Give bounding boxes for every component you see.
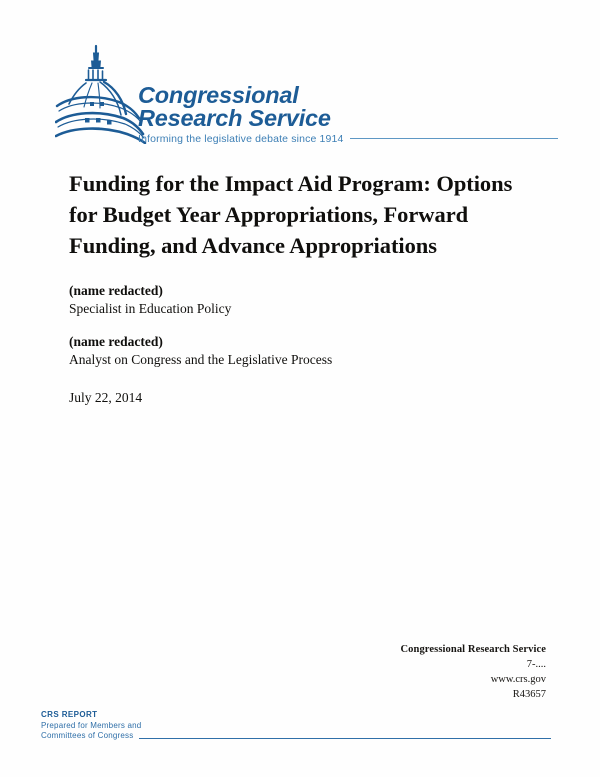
publication-date: July 22, 2014	[69, 390, 143, 405]
author-role: Specialist in Education Policy	[69, 301, 232, 316]
authors-block	[69, 282, 499, 407]
author-name: (name redacted)	[69, 283, 163, 298]
footer-website[interactable]: www.crs.gov	[490, 674, 546, 685]
crs-report-sub-row	[41, 731, 551, 742]
brand-line-2: Research Service	[138, 105, 331, 131]
brand-tagline: Informing the legislative debate since 1914	[138, 133, 344, 145]
footer-left-block	[41, 710, 551, 742]
author-entry	[69, 333, 499, 369]
brand-line-1: Congressional	[138, 82, 299, 108]
brand-tagline-row	[138, 133, 558, 145]
capitol-dome-icon	[55, 44, 147, 144]
footer-organization: Congressional Research Service	[400, 644, 546, 655]
crs-report-label: CRS REPORT	[41, 710, 98, 719]
author-name: (name redacted)	[69, 334, 163, 349]
brand-wordmark	[138, 84, 558, 145]
crs-report-sub-line-2: Committees of Congress	[41, 731, 134, 740]
footer-phone: 7-....	[526, 659, 546, 670]
author-role: Analyst on Congress and the Legislative Process	[69, 352, 333, 367]
footer-right-block	[400, 642, 546, 702]
masthead	[0, 0, 600, 160]
footer-divider	[139, 738, 551, 739]
page-title: Funding for the Impact Aid Program: Options for Budget Year Appropriations, Forward Funding, and Advance Appropriations	[69, 171, 513, 258]
author-entry	[69, 282, 499, 318]
footer-report-number: R43657	[512, 689, 546, 700]
crs-report-sub-line-1: Prepared for Members and	[41, 720, 142, 730]
masthead-divider	[350, 138, 559, 139]
title-block	[69, 168, 539, 261]
